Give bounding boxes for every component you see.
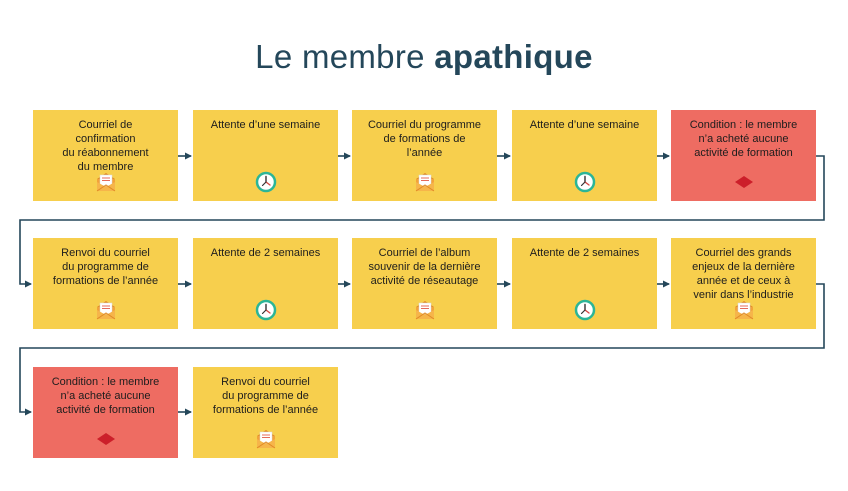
envelope-icon xyxy=(255,428,277,450)
clock-icon xyxy=(255,171,277,193)
envelope-icon xyxy=(95,171,117,193)
title-bold: apathique xyxy=(434,38,593,75)
step-label: Courriel du programme de formations de l’année xyxy=(367,119,482,159)
step-label: Attente de 2 semaines xyxy=(210,247,321,259)
step-label: Condition : le membre n’a acheté aucune activité de formation xyxy=(51,376,160,416)
step-box-8 xyxy=(352,238,497,329)
envelope-icon xyxy=(733,299,755,321)
envelope-icon xyxy=(95,299,117,321)
envelope-icon xyxy=(414,171,436,193)
step-label: Attente de 2 semaines xyxy=(529,247,640,259)
step-box-1 xyxy=(33,110,178,201)
diamond-icon xyxy=(733,171,755,193)
step-box-2 xyxy=(193,110,338,201)
step-label: Courriel de l’album souvenir de la dernière activité de réseautage xyxy=(368,247,481,287)
step-box-3 xyxy=(352,110,497,201)
clock-icon xyxy=(574,299,596,321)
step-box-11 xyxy=(33,367,178,458)
step-label: Courriel de confirmation du réabonnement du membre xyxy=(62,119,149,173)
step-box-12 xyxy=(193,367,338,458)
step-label: Renvoi du courriel du programme de formations de l’année xyxy=(52,247,159,287)
step-box-10 xyxy=(671,238,816,329)
title-regular: Le membre xyxy=(255,38,435,75)
step-box-4 xyxy=(512,110,657,201)
clock-icon xyxy=(574,171,596,193)
diamond-icon xyxy=(95,428,117,450)
step-label: Courriel des grands enjeux de la dernière année et de ceux à venir dans l’industrie xyxy=(692,247,795,301)
step-box-6 xyxy=(33,238,178,329)
step-label: Attente d’une semaine xyxy=(210,119,321,131)
step-box-9 xyxy=(512,238,657,329)
step-label: Condition : le membre n’a acheté aucune activité de formation xyxy=(689,119,798,159)
step-label: Attente d’une semaine xyxy=(529,119,640,131)
clock-icon xyxy=(255,299,277,321)
step-box-5 xyxy=(671,110,816,201)
envelope-icon xyxy=(414,299,436,321)
step-label: Renvoi du courriel du programme de formations de l’année xyxy=(212,376,319,416)
step-box-7 xyxy=(193,238,338,329)
